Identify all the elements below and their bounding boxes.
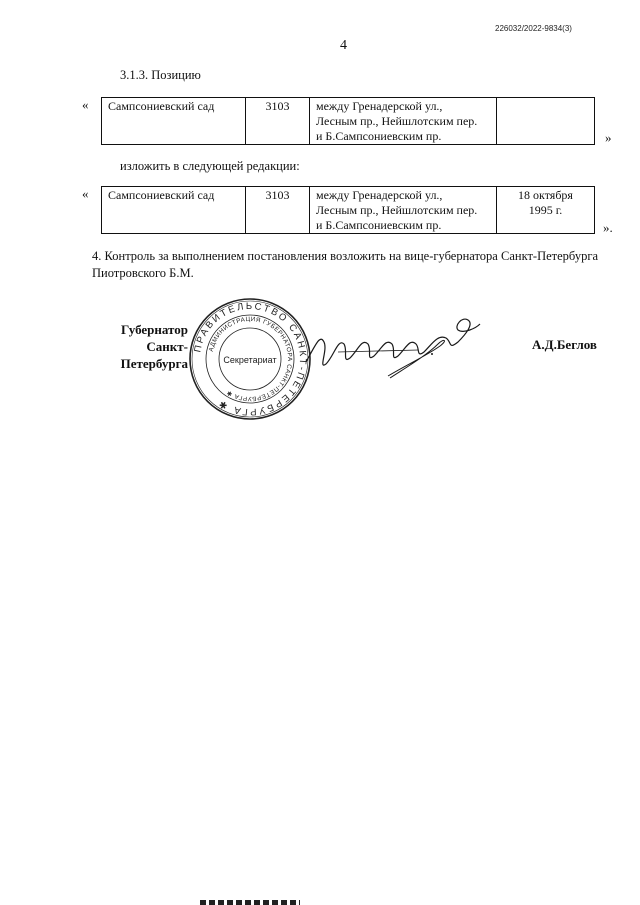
table-cell-name: Сампсониевский сад	[102, 98, 246, 145]
table-cell-location	[310, 98, 497, 145]
location-line: Лесным пр., Нейшлотским пер.	[316, 203, 478, 217]
stamp-center-text: Секретариат	[223, 355, 277, 365]
document-number: 226032/2022-9834(3)	[495, 24, 572, 33]
location-line: между Гренадерской ул.,	[316, 188, 443, 202]
location-line: и Б.Сампсониевским пр.	[316, 129, 442, 143]
edit-intro: изложить в следующей редакции:	[120, 159, 300, 173]
svg-text:АДМИНИСТРАЦИЯ ГУБЕРНАТОРА САНК: АДМИНИСТРАЦИЯ ГУБЕРНАТОРА САНКТ-ПЕТЕРБУРГА ✱	[207, 315, 294, 403]
location-line: между Гренадерской ул.,	[316, 99, 443, 113]
table-cell-number: 3103	[246, 187, 310, 234]
date-line: 18 октября	[518, 188, 573, 202]
governor-title-line: Губернатор	[120, 322, 188, 337]
paragraph-4: 4. Контроль за выполнением постановления возложить на вице-губернатора Санкт-Петербурга Пиотровского Б.М.	[92, 249, 598, 280]
governor-title	[93, 321, 188, 372]
open-quote: «	[82, 97, 89, 112]
page-number: 4	[340, 38, 347, 53]
table-cell-name: Сампсониевский сад	[102, 187, 246, 234]
position-table-new	[101, 186, 595, 234]
date-line: 1995 г.	[528, 203, 563, 217]
table-cell-date	[497, 187, 595, 234]
table-row	[102, 187, 595, 234]
open-quote: «	[82, 186, 89, 201]
table-row	[102, 98, 595, 145]
close-quote: »	[605, 130, 612, 145]
governor-name: А.Д.Беглов	[532, 337, 597, 352]
table-cell-location	[310, 187, 497, 234]
location-line: и Б.Сампсониевским пр.	[316, 218, 442, 232]
governor-title-line: Санкт-Петербурга	[120, 339, 188, 371]
table-cell-number: 3103	[246, 98, 310, 145]
position-table-original	[101, 97, 595, 145]
handwritten-signature	[298, 304, 483, 384]
clause-title: 3.1.3. Позицию	[120, 68, 201, 82]
official-stamp	[188, 297, 312, 421]
svg-text:ПРАВИТЕЛЬСТВО САНКТ-ПЕТЕРБУРГА: ПРАВИТЕЛЬСТВО САНКТ-ПЕТЕРБУРГА ✱	[192, 300, 309, 418]
close-quote: ».	[603, 220, 613, 235]
footer-mark	[200, 900, 300, 905]
location-line: Лесным пр., Нейшлотским пер.	[316, 114, 478, 128]
table-cell-date	[497, 98, 595, 145]
